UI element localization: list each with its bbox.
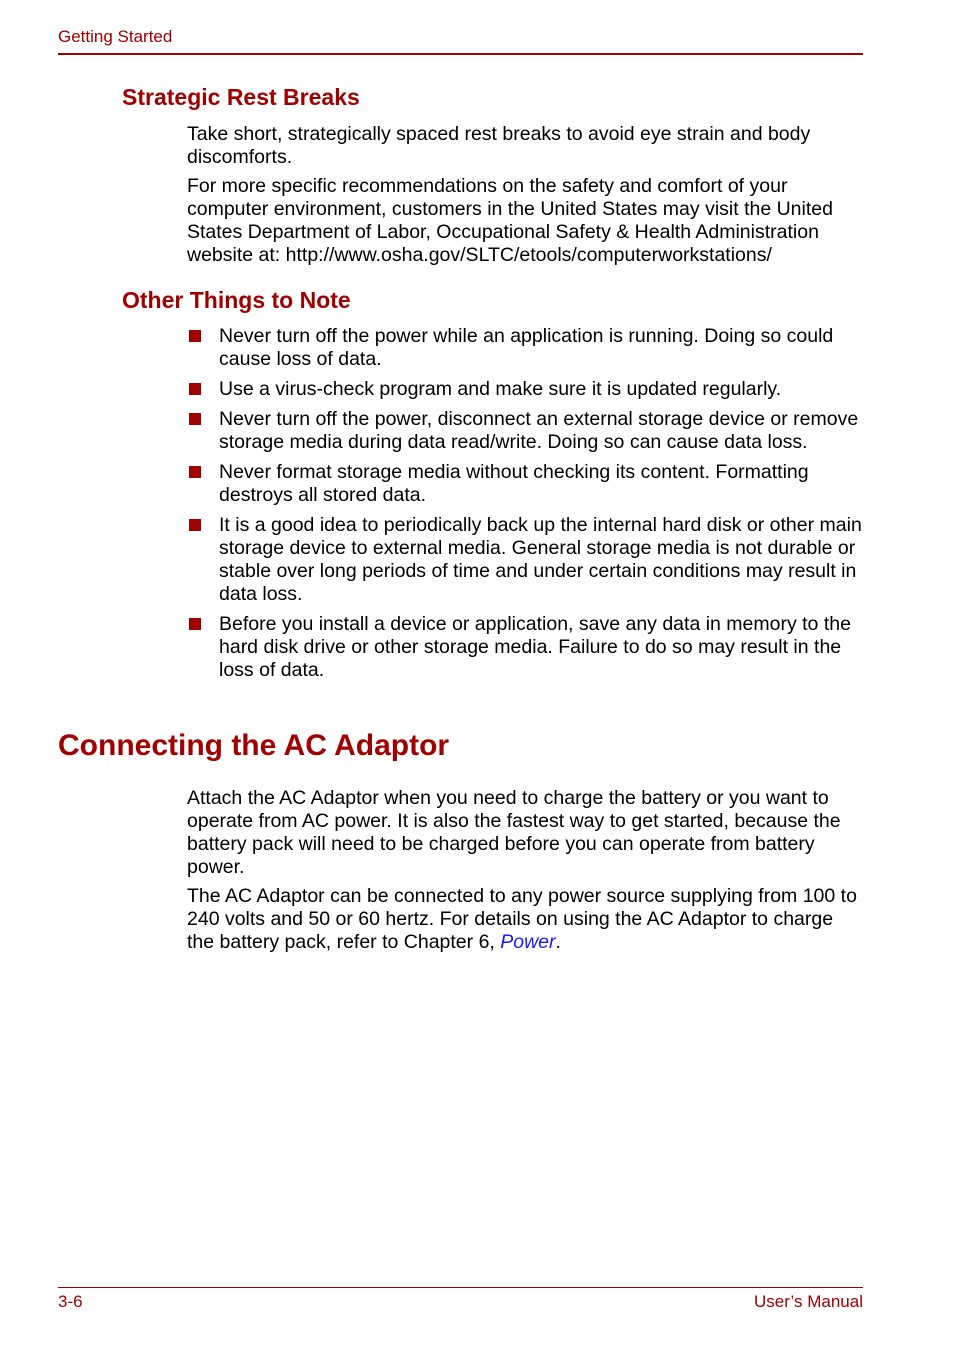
- list-item: It is a good idea to periodically back up the internal hard disk or other main storage device to external media. General storage media is not durable or stable over long periods of time and under certain conditions may result in data loss.: [187, 514, 863, 606]
- strategic-paragraph-2: For more specific recommendations on the safety and comfort of your computer environment, customers in the United States may visit the United States Department of Labor, Occupational Safety & Health Administration website at: http://www.osha.gov/SLTC/etools/computerworkstations/: [187, 175, 833, 266]
- list-item: Never format storage media without checking its content. Formatting destroys all stored data.: [187, 461, 863, 507]
- heading-connecting-ac-adaptor: Connecting the AC Adaptor: [58, 729, 450, 762]
- ac-paragraph-2: The AC Adaptor can be connected to any power source supplying from 100 to 240 volts and 50 or 60 hertz. For details on using the AC Adaptor to charge the battery pack, refer to Chapter 6, Power.: [187, 885, 857, 953]
- square-bullet-icon: [189, 413, 201, 425]
- list-item: Use a virus-check program and make sure it is updated regularly.: [187, 378, 863, 401]
- running-header: Getting Started: [58, 27, 173, 46]
- square-bullet-icon: [189, 519, 201, 531]
- header-rule: [58, 53, 863, 55]
- strategic-paragraph-1: Take short, strategically spaced rest breaks to avoid eye strain and body discomforts.: [187, 123, 811, 168]
- list-item: Never turn off the power, disconnect an external storage device or remove storage media during data read/write. Doing so can cause data loss.: [187, 408, 863, 454]
- page-number: 3-6: [58, 1292, 83, 1311]
- square-bullet-icon: [189, 330, 201, 342]
- notes-list: [187, 325, 863, 689]
- square-bullet-icon: [189, 383, 201, 395]
- list-item: Before you install a device or application, save any data in memory to the hard disk drive or other storage media. Failure to do so may result in the loss of data.: [187, 613, 863, 682]
- manual-title: User’s Manual: [754, 1292, 863, 1311]
- heading-other-things-to-note: Other Things to Note: [122, 287, 351, 313]
- square-bullet-icon: [189, 466, 201, 478]
- list-item: Never turn off the power while an application is running. Doing so could cause loss of data.: [187, 325, 863, 371]
- footer-rule: [58, 1287, 863, 1288]
- power-chapter-link[interactable]: Power: [500, 931, 556, 953]
- ac-paragraph-1: Attach the AC Adaptor when you need to charge the battery or you want to operate from AC power. It is also the fastest way to get started, because the battery pack will need to be charged before you can operate from battery power.: [187, 787, 841, 878]
- square-bullet-icon: [189, 618, 201, 630]
- heading-strategic-rest-breaks: Strategic Rest Breaks: [122, 84, 360, 110]
